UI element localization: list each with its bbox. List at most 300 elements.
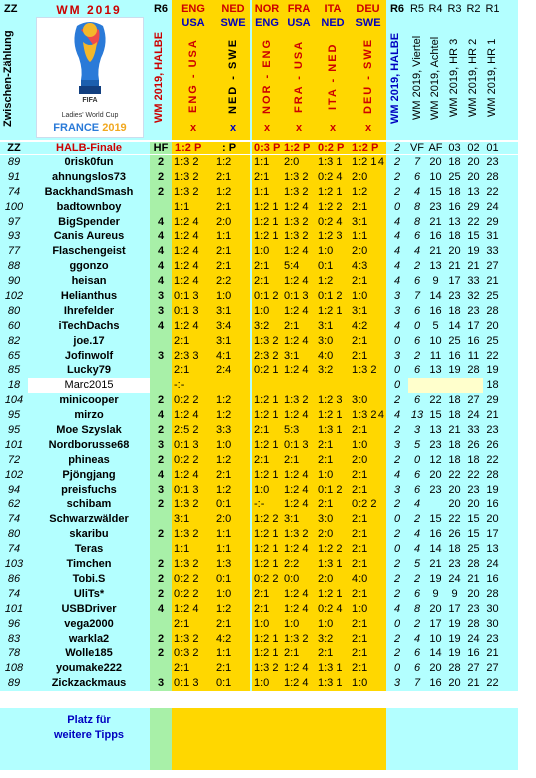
match-tip: 2:0 [316, 527, 350, 542]
row-r6: 2 [386, 497, 408, 512]
player-name: youmake222 [28, 661, 150, 676]
row-hf [150, 617, 172, 632]
match-tip: 1:2 4 [282, 661, 316, 676]
row-pad [502, 632, 518, 647]
table-row [0, 289, 518, 304]
match-tip: 2:0 [350, 453, 386, 468]
row-af: 23 [426, 483, 445, 498]
row-r6: 0 [386, 363, 408, 378]
row-zz: 74 [0, 542, 28, 557]
row-separator [250, 170, 252, 185]
row-separator [250, 393, 252, 408]
match-mark: x [295, 122, 303, 134]
row-pad [502, 334, 518, 349]
match-tip: 1:0 [350, 602, 386, 617]
table-row [0, 602, 518, 617]
round-header-r3 [445, 0, 464, 140]
trophy-icon [37, 18, 143, 110]
row-r1: 23 [483, 632, 502, 647]
row-r6: 3 [386, 304, 408, 319]
table-row [0, 572, 518, 587]
match-tip: 2:0 [282, 155, 316, 170]
match-tip: 1:3 2 [350, 363, 386, 378]
match-team2: ENG [255, 17, 279, 29]
row-r6: 2 [386, 557, 408, 572]
match-tip: 3:1 [214, 304, 250, 319]
row-r2: 28 [464, 363, 483, 378]
player-name: Moe Szyslak [28, 423, 150, 438]
match-tip: 3:1 [172, 512, 214, 527]
row-af: 14 [426, 289, 445, 304]
match-team2: USA [181, 17, 205, 29]
row-separator [250, 602, 252, 617]
row-zz: 103 [0, 557, 28, 572]
row-hf: 2 [150, 527, 172, 542]
row-af: 20 [426, 155, 445, 170]
match-tip: 1:2 1 [316, 587, 350, 602]
match-tip: 1:2 4 [282, 408, 316, 423]
match-tip: 1:3 2 [282, 393, 316, 408]
match-tip: 2:0 [214, 512, 250, 527]
match-tip: 1:0 [214, 587, 250, 602]
row-vf: 0 [408, 319, 426, 334]
match-tip: 1:2 1 [316, 408, 350, 423]
row-r2: 19 [464, 244, 483, 259]
row-pad [502, 453, 518, 468]
r6-round-label: WM 2019, HALBE [153, 31, 165, 123]
logo-line1: Ladies' World Cup [61, 112, 119, 119]
row-r6: 0 [386, 617, 408, 632]
row-separator [250, 661, 252, 676]
match-tip: 2:1 [252, 423, 282, 438]
table-row [0, 646, 518, 661]
match-tip: 1:2 1 [350, 155, 386, 170]
row-zz: 74 [0, 587, 28, 602]
match-tip: 1:2 4 [282, 483, 316, 498]
player-name: USBDriver [28, 602, 150, 617]
match-tip: 1:3 2 [172, 155, 214, 170]
row-hf [150, 542, 172, 557]
match-tip: 2:1 [316, 646, 350, 661]
sub-vf: VF [409, 142, 425, 154]
match-tip: 0:1 3 [172, 438, 214, 453]
player-name: 0risk0fun [28, 155, 150, 170]
match-separator [250, 0, 252, 140]
table-row [0, 527, 518, 542]
match-tip: 2:1 [350, 512, 386, 527]
row-r3: 18 [445, 393, 464, 408]
player-name: schibam [28, 497, 150, 512]
zz-header [0, 0, 28, 140]
match-tip: 1:2 4 [282, 200, 316, 215]
row-r2: 24 [464, 408, 483, 423]
row-r3: 19 [445, 363, 464, 378]
row-r2: 20 [464, 497, 483, 512]
row-r6: 2 [386, 646, 408, 661]
player-name: Helianthus [28, 289, 150, 304]
match-tip: 2:3 2 [252, 349, 282, 364]
row-r6: 0 [386, 661, 408, 676]
row-r6: 4 [386, 408, 408, 423]
r6-header [150, 0, 172, 140]
match-tip: 2:1 [350, 646, 386, 661]
match-tip: 1:0 [316, 468, 350, 483]
row-hf [150, 512, 172, 527]
match-tip: 1:2 1 [252, 200, 282, 215]
player-name: UliTs* [28, 587, 150, 602]
row-af: 16 [426, 527, 445, 542]
row-r3: 18 [445, 304, 464, 319]
row-af [426, 378, 445, 393]
row-zz: 95 [0, 423, 28, 438]
row-separator [250, 215, 252, 230]
row-pad [502, 304, 518, 319]
match-team1: ITA [324, 3, 342, 15]
match-tip: 1:3 1 [316, 423, 350, 438]
match-header-1 [172, 0, 214, 140]
table-row [0, 229, 518, 244]
row-hf [150, 378, 172, 393]
match-tip: 4:2 [214, 632, 250, 647]
zz-label: ZZ [4, 3, 18, 15]
row-separator [250, 676, 252, 691]
row-separator [250, 512, 252, 527]
match-tip: 1:0 [252, 617, 282, 632]
row-vf: 6 [408, 363, 426, 378]
row-r2: 23 [464, 304, 483, 319]
player-name: minicooper [28, 393, 150, 408]
row-vf: 6 [408, 646, 426, 661]
row-r1: 28 [483, 468, 502, 483]
match-tip: 1:2 [214, 185, 250, 200]
match-tip: 1:3 1 [316, 661, 350, 676]
row-vf: 6 [408, 274, 426, 289]
round-label: R1 [485, 3, 500, 15]
match-tip: 1:2 [214, 393, 250, 408]
table-row [0, 200, 518, 215]
row-zz: 74 [0, 185, 28, 200]
row-r3: 22 [445, 512, 464, 527]
row-vf [408, 378, 426, 393]
match-tip: 1:2 2 [316, 200, 350, 215]
match-team1: FRA [287, 3, 311, 15]
row-hf: 3 [150, 676, 172, 691]
match-tip: 1:2 4 [172, 274, 214, 289]
match-tip: 1:2 4 [172, 468, 214, 483]
row-r3: 22 [445, 468, 464, 483]
match-tip: 1:0 [214, 438, 250, 453]
row-af [426, 497, 445, 512]
table-row [0, 632, 518, 647]
row-r6: 0 [386, 200, 408, 215]
row-zz: 82 [0, 334, 28, 349]
match-tip: 1:0 [316, 617, 350, 632]
row-separator [250, 304, 252, 319]
row-r6: 2 [386, 587, 408, 602]
row-r6: 4 [386, 602, 408, 617]
match-tip: 2:1 [214, 468, 250, 483]
row-separator [250, 200, 252, 215]
match-tip: 2:1 [316, 438, 350, 453]
row-r6: 4 [386, 215, 408, 230]
row-r1: 26 [483, 438, 502, 453]
round-title: WM 2019, HR 2 [467, 38, 479, 118]
player-name: Ihrefelder [28, 304, 150, 319]
match-label: NED - SWE [227, 37, 239, 115]
round-header-r5 [408, 0, 426, 140]
match-team2: USA [287, 17, 311, 29]
match-tip: 1:3 2 [282, 527, 316, 542]
row-r6: 2 [386, 170, 408, 185]
match-tip: 1:2 3 [316, 393, 350, 408]
player-name: Lucky79 [28, 363, 150, 378]
row-zz: 77 [0, 244, 28, 259]
row-hf: 4 [150, 244, 172, 259]
player-name: badtownboy [28, 200, 150, 215]
row-r2: 16 [464, 334, 483, 349]
match-tip: 2:1 [214, 661, 250, 676]
round-title: WM 2019, Viertel [411, 35, 423, 121]
row-separator [250, 378, 252, 393]
row-pad [502, 512, 518, 527]
match-tip: 1:3 2 [172, 185, 214, 200]
match-tip: 3:1 [350, 304, 386, 319]
match-tip: 3:1 [214, 334, 250, 349]
match-tip: 1:3 2 [172, 527, 214, 542]
logo-line2 [37, 122, 143, 134]
row-r1: 19 [483, 363, 502, 378]
match-tip: 2:1 [214, 170, 250, 185]
row-extra: 4 [377, 409, 384, 422]
row-r6: 0 [386, 542, 408, 557]
row-r1: 21 [483, 646, 502, 661]
row-r3: 14 [445, 319, 464, 334]
row-r1: 20 [483, 319, 502, 334]
row-r6: 3 [386, 676, 408, 691]
row-vf: 8 [408, 200, 426, 215]
row-vf: 5 [408, 557, 426, 572]
row-af: 13 [426, 363, 445, 378]
round-header-r1 [483, 0, 502, 140]
match-tip: 1:2 [214, 453, 250, 468]
sub-03: 03 [445, 142, 464, 154]
row-af: 9 [426, 274, 445, 289]
row-hf: 4 [150, 274, 172, 289]
match-tip: 2:5 2 [172, 423, 214, 438]
row-hf: 4 [150, 319, 172, 334]
match-tip: 2:2 [214, 274, 250, 289]
row-r3: 17 [445, 274, 464, 289]
match-tip: 1:2 [316, 274, 350, 289]
table-row [0, 497, 518, 512]
match-tip: 2:0 [316, 572, 350, 587]
match-tip: 1:2 1 [252, 408, 282, 423]
row-zz: 86 [0, 572, 28, 587]
row-zz: 101 [0, 438, 28, 453]
match-mark: x [329, 122, 337, 134]
match-mark: x [263, 122, 271, 134]
match-tip: 1:2 2 [316, 542, 350, 557]
row-r1: 21 [483, 408, 502, 423]
table-row [0, 185, 518, 200]
match-tip: -:- [252, 497, 282, 512]
table-row [0, 244, 518, 259]
match-tip: 1:1 [350, 229, 386, 244]
row-r1: 30 [483, 602, 502, 617]
row-r3: 19 [445, 646, 464, 661]
player-name: mirzo [28, 408, 150, 423]
match-tip: 0:2 2 [172, 393, 214, 408]
row-hf: 3 [150, 438, 172, 453]
row-zz: 97 [0, 215, 28, 230]
player-name: Marc2015 [28, 378, 150, 393]
row-separator [250, 646, 252, 661]
row-separator [250, 289, 252, 304]
match-tip [350, 378, 386, 393]
row-r3: 9 [445, 587, 464, 602]
player-name: Jofinwolf [28, 349, 150, 364]
row-hf [150, 334, 172, 349]
row-af: 21 [426, 244, 445, 259]
row-hf [150, 200, 172, 215]
row-r2: 28 [464, 617, 483, 632]
sub-02: 02 [464, 142, 483, 154]
match-tip [316, 378, 350, 393]
match-tip: 0:2 2 [350, 497, 386, 512]
row-vf: 4 [408, 497, 426, 512]
match-tip: 5:4 [282, 259, 316, 274]
match-team2: NED [321, 17, 345, 29]
row-r2: 22 [464, 215, 483, 230]
row-hf: 4 [150, 468, 172, 483]
match-team2: SWE [355, 17, 381, 29]
row-zz: 62 [0, 497, 28, 512]
row-af: 15 [426, 408, 445, 423]
footer-note [28, 708, 150, 770]
row-vf: 7 [408, 155, 426, 170]
player-name: Schwarzwälder [28, 512, 150, 527]
row-af: 10 [426, 170, 445, 185]
row-r6: 2 [386, 453, 408, 468]
row-separator [250, 572, 252, 587]
logo-france: FRANCE [53, 122, 100, 134]
row-pad [502, 408, 518, 423]
row-separator [250, 349, 252, 364]
row-r3: 26 [445, 527, 464, 542]
row-separator [250, 423, 252, 438]
row-r2: 33 [464, 423, 483, 438]
row-zz: 78 [0, 646, 28, 661]
row-hf: 2 [150, 170, 172, 185]
row-separator [250, 527, 252, 542]
table-row [0, 215, 518, 230]
row-r1: 16 [483, 497, 502, 512]
row-af: 16 [426, 676, 445, 691]
row-af: 12 [426, 453, 445, 468]
row-pad [502, 497, 518, 512]
match-tip: 1:2 4 [172, 229, 214, 244]
match-tip: 1:3 1 [316, 557, 350, 572]
footer-line2: weitere Tipps [53, 729, 125, 741]
row-separator [250, 155, 252, 170]
row-vf: 5 [408, 438, 426, 453]
match-tip: 2:1 [316, 453, 350, 468]
footer-fill-matches [172, 708, 386, 770]
row-pad [502, 289, 518, 304]
row-r1: 25 [483, 334, 502, 349]
match-tip: 1:3 2 [282, 632, 316, 647]
row-hf: 2 [150, 557, 172, 572]
match-tip: 0:1 3 [172, 304, 214, 319]
row-zz: 65 [0, 349, 28, 364]
match-tip: 3:0 [316, 334, 350, 349]
row-af: 15 [426, 185, 445, 200]
match-tip: 2:1 [350, 557, 386, 572]
row-pad [502, 572, 518, 587]
row-zz: 102 [0, 289, 28, 304]
row-vf: 6 [408, 661, 426, 676]
row-r1: 30 [483, 617, 502, 632]
match-tip: 4:0 [316, 349, 350, 364]
row-separator [250, 229, 252, 244]
row-r2: 20 [464, 170, 483, 185]
round-label: R6 [389, 3, 405, 15]
row-pad [502, 274, 518, 289]
match-tip: 1:2 1 [316, 304, 350, 319]
match-tip: 1:2 [350, 185, 386, 200]
row-r6: 0 [386, 334, 408, 349]
match-tip: 2:2 [282, 557, 316, 572]
row-r2: 15 [464, 527, 483, 542]
player-name: Pjöngjang [28, 468, 150, 483]
row-hf [150, 363, 172, 378]
match-tip: 1:2 3 [316, 229, 350, 244]
player-name: ahnungslos73 [28, 170, 150, 185]
match-tip: 1:2 4 [282, 676, 316, 691]
row-zz: 72 [0, 453, 28, 468]
match-tip: 1:2 [214, 483, 250, 498]
table-row [0, 259, 518, 274]
row-r2: 32 [464, 289, 483, 304]
match-tip: 4:2 [350, 319, 386, 334]
row-hf [150, 661, 172, 676]
row-vf: 6 [408, 334, 426, 349]
match-tip: 2:4 [214, 363, 250, 378]
row-r6: 2 [386, 572, 408, 587]
match-tip: 3:1 [282, 349, 316, 364]
sub-zz: ZZ [0, 142, 28, 154]
tipp-table [0, 155, 518, 691]
row-pad [502, 661, 518, 676]
sub-pad [502, 142, 518, 154]
row-zz: 100 [0, 200, 28, 215]
row-separator [250, 408, 252, 423]
row-separator [250, 542, 252, 557]
row-r6: 3 [386, 483, 408, 498]
row-r6: 2 [386, 155, 408, 170]
row-hf: 3 [150, 349, 172, 364]
match-tip: 4:1 [214, 349, 250, 364]
row-pad [502, 229, 518, 244]
match-tip: 3:2 [252, 319, 282, 334]
row-af: 16 [426, 304, 445, 319]
row-separator [250, 587, 252, 602]
table-row [0, 542, 518, 557]
match-tip: 2:1 [350, 587, 386, 602]
row-hf: 2 [150, 587, 172, 602]
row-af: 19 [426, 572, 445, 587]
match-tip: 0:1 3 [172, 676, 214, 691]
